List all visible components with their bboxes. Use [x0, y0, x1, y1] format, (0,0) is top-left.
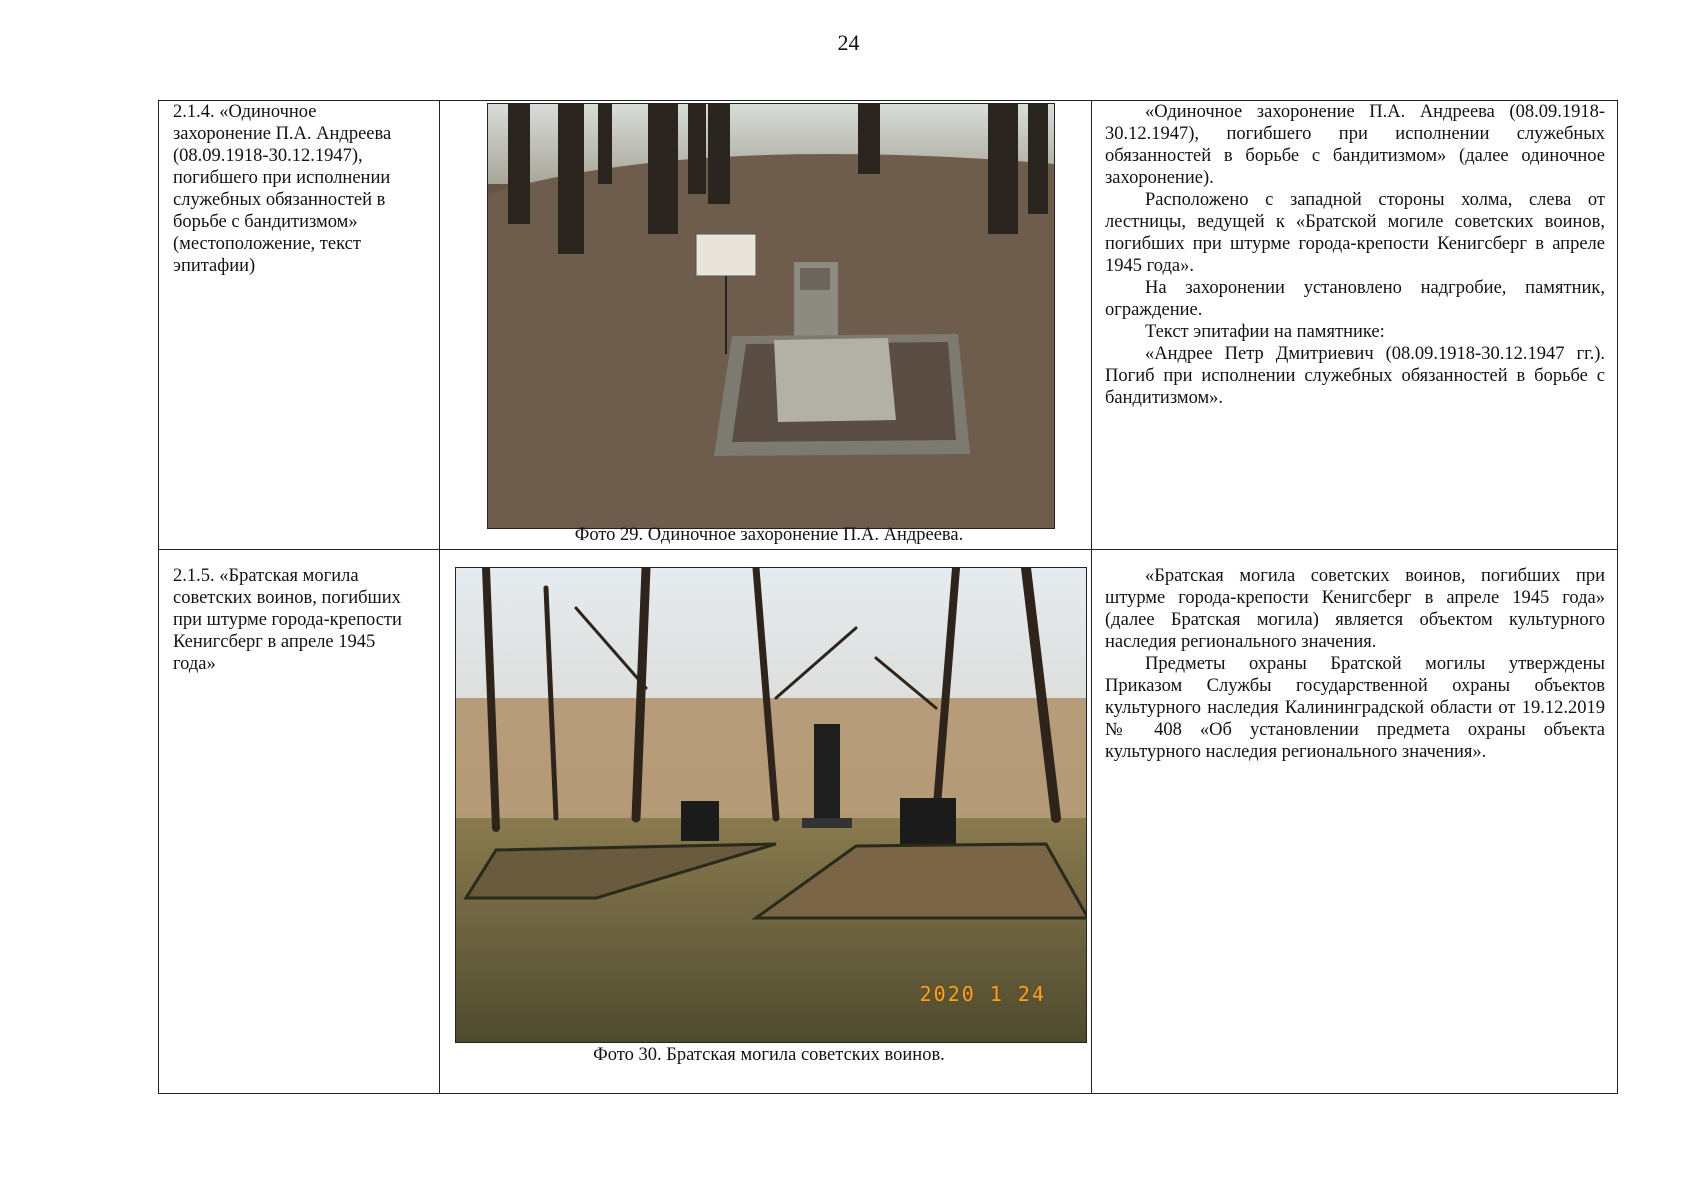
mass-grave-photo-image	[456, 568, 1087, 1043]
title-line: года»	[173, 654, 216, 674]
title-line: Кенигсберг в апреле 1945	[173, 632, 376, 652]
photo-single-grave	[487, 103, 1055, 529]
row-1-title	[173, 101, 433, 277]
row-2-description	[1105, 565, 1605, 763]
column-divider	[1091, 101, 1092, 1093]
description-paragraph: Текст эпитафии на памятнике:	[1145, 322, 1385, 342]
column-divider	[439, 101, 440, 1093]
title-line: захоронение П.А. Андреева	[173, 124, 392, 144]
title-line: борьбе с бандитизмом»	[173, 212, 358, 232]
description-paragraph: «Одиночное захоронение П.А. Андреева (08.09.1918-30.12.1947), погибшего при исполнении служебных обязанностей в борьбе с бандитизмом» (далее одиночное захоронение).	[1105, 102, 1605, 188]
title-line: погибшего при исполнении	[173, 168, 391, 188]
title-line: при штурме города-крепости	[173, 610, 402, 630]
title-line: служебных обязанностей в	[173, 190, 386, 210]
row-1-description	[1105, 101, 1605, 409]
description-paragraph: Предметы охраны Братской могилы утверждены Приказом Службы государственной охраны объектов культурного наследия Калининградской области от 19.12.2019 № 408 «Об установлении предмета охраны объекта культурного наследия регионального значения».	[1105, 654, 1605, 762]
photo-date-stamp: 2020 1 24	[919, 982, 1046, 1006]
grave-photo-image	[488, 104, 1055, 529]
title-line: (08.09.1918-30.12.1947),	[173, 146, 363, 166]
description-paragraph: «Андрее Петр Дмитриевич (08.09.1918-30.12.1947 гг.). Погиб при исполнении служебных обязанностей в борьбе с бандитизмом».	[1105, 344, 1605, 408]
description-paragraph: Расположено с западной стороны холма, слева от лестницы, ведущей к «Братской могиле советских воинов, погибших при штурме города-крепости Кенигсберг в апреле 1945 года».	[1105, 190, 1605, 276]
description-paragraph: «Братская могила советских воинов, погибших при штурме города-крепости Кенигсберг в апреле 1945 года» (далее Братская могила) является объектом культурного наследия регионального значения.	[1105, 566, 1605, 652]
title-line: 2.1.4. «Одиночное	[173, 102, 317, 122]
photo-30-caption: Фото 30. Братская могила советских воинов.	[593, 1045, 945, 1065]
title-line: советских воинов, погибших	[173, 588, 401, 608]
photo-29-caption: Фото 29. Одиночное захоронение П.А. Андреева.	[574, 525, 964, 545]
description-paragraph: На захоронении установлено надгробие, памятник, ограждение.	[1105, 278, 1605, 320]
page-number: 24	[837, 30, 860, 55]
row-divider	[159, 549, 1617, 550]
photo-mass-grave	[455, 567, 1087, 1043]
title-line: эпитафии)	[173, 256, 256, 276]
title-line: (местоположение, текст	[173, 234, 361, 254]
title-line: 2.1.5. «Братская могила	[173, 566, 359, 586]
row-2-title	[173, 565, 433, 675]
monuments-table	[158, 100, 1618, 1094]
